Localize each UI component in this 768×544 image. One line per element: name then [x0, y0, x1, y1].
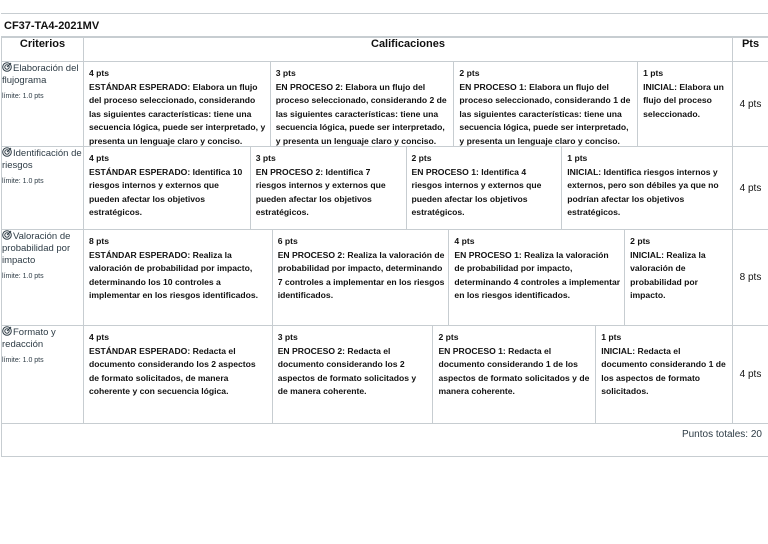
criterion-limit: límite: 1.0 pts — [2, 93, 44, 100]
rating-points: 3 pts — [277, 332, 298, 342]
rating-description: ESTÁNDAR ESPERADO: Identifica 10 riesgos internos y externos que pueden afectar los objetivos estratégicos. — [89, 166, 243, 218]
rating-description: EN PROCESO 2: Identifica 7 riesgos internos y externos que pueden afectar los objetivos estratégicos. — [255, 166, 386, 218]
rating-description: INICIAL: Identifica riesgos internos y externos, pero son débiles ya que no podrían afectar los objetivos estratégicos. — [567, 166, 719, 218]
criterion-points: 4 pts — [733, 62, 768, 147]
rubric-title: CF37-TA4-2021MV — [1, 13, 768, 37]
rating-description: INICIAL: Redacta el documento considerando 1 de los aspectos de formato solicitados. — [601, 345, 726, 397]
criterion-limit: límite: 1.0 pts — [2, 178, 44, 185]
rating-points: 4 pts — [89, 332, 110, 342]
rating-points: 4 pts — [89, 68, 110, 78]
rubric-target-icon — [2, 230, 12, 240]
rating-level[interactable] — [432, 326, 595, 423]
rating-points: 2 pts — [438, 332, 459, 342]
criterion-name: Valoración de probabilidad por impacto — [2, 231, 71, 266]
rating-points: 1 pts — [601, 332, 622, 342]
rating-description: EN PROCESO 1: Elabora un flujo del proceso seleccionado, considerando 1 de las siguientes características: tiene una secuencia lógica, puede ser interpretado, y presenta un lenguaje claro y conciso. — [459, 81, 631, 146]
rating-points: 3 pts — [275, 68, 296, 78]
ratings-row — [84, 326, 732, 423]
ratings-cell — [84, 147, 733, 230]
rating-level[interactable] — [595, 326, 732, 423]
criteria-header: Criterios — [2, 38, 84, 62]
rating-points: 3 pts — [255, 153, 276, 163]
criterion-row — [2, 230, 768, 326]
criterion-description — [2, 147, 84, 230]
rating-level[interactable] — [84, 230, 272, 325]
criterion-row — [2, 62, 768, 147]
criterion-row — [2, 147, 768, 230]
total-points: Puntos totales: 20 — [2, 424, 768, 457]
rating-points: 2 pts — [459, 68, 480, 78]
criterion-name: Formato y redacción — [2, 327, 56, 350]
rating-level[interactable] — [561, 147, 732, 229]
ratings-row — [84, 147, 732, 229]
rating-level[interactable] — [448, 230, 624, 325]
rubric-target-icon — [2, 326, 12, 336]
ratings-cell — [84, 230, 733, 326]
rating-level[interactable] — [84, 62, 270, 146]
rubric-container — [1, 13, 768, 457]
rating-level[interactable] — [406, 147, 562, 229]
rating-description: INICIAL: Elabora un flujo del proceso seleccionado. — [643, 81, 724, 119]
rating-description: INICIAL: Realiza la valoración de probabilidad por impacto. — [630, 249, 706, 301]
rubric-target-icon — [2, 147, 12, 157]
criterion-name: Elaboración del flujograma — [2, 63, 79, 86]
rating-description: EN PROCESO 2: Realiza la valoración de probabilidad por impacto, determinando 7 controles a implementar en los riesgos identificados. — [277, 249, 445, 301]
rating-level[interactable] — [624, 230, 732, 325]
points-header: Pts — [733, 38, 768, 62]
rating-points: 2 pts — [411, 153, 432, 163]
rating-description: ESTÁNDAR ESPERADO: Redacta el documento considerando los 2 aspectos de formato solicitados, de manera coherente y con secuencia lógica. — [89, 345, 256, 397]
rating-description: ESTÁNDAR ESPERADO: Elabora un flujo del proceso seleccionado, considerando las siguientes características: tiene una secuencia lógica, puede ser interpretado, y presenta un lenguaje claro y conciso. — [89, 81, 266, 146]
rating-description: EN PROCESO 2: Redacta el documento considerando los 2 aspectos de formato solicitados y de manera coherente. — [277, 345, 417, 397]
rating-description: EN PROCESO 1: Redacta el documento considerando 1 de los aspectos de formato solicitados y de manera coherente. — [438, 345, 590, 397]
criterion-limit: límite: 1.0 pts — [2, 273, 44, 280]
rating-points: 2 pts — [630, 236, 651, 246]
rating-description: EN PROCESO 1: Identifica 4 riesgos internos y externos que pueden afectar los objetivos estratégicos. — [411, 166, 542, 218]
criterion-description — [2, 62, 84, 147]
rubric-table — [1, 37, 768, 457]
rating-description: ESTÁNDAR ESPERADO: Realiza la valoración de probabilidad por impacto, determinando los 10 controles a implementar en los riesgos identificados. — [89, 249, 259, 301]
rating-level[interactable] — [272, 230, 449, 325]
ratings-cell — [84, 326, 733, 424]
rating-points: 1 pts — [567, 153, 588, 163]
ratings-cell — [84, 62, 733, 147]
rating-description: EN PROCESO 1: Realiza la valoración de probabilidad por impacto, determinando 4 controles a implementar en los riesgos identificados. — [454, 249, 621, 301]
rating-level[interactable] — [84, 326, 272, 423]
criterion-description — [2, 230, 84, 326]
rating-points: 6 pts — [277, 236, 298, 246]
ratings-row — [84, 62, 732, 146]
ratings-row — [84, 230, 732, 325]
criterion-description — [2, 326, 84, 424]
rating-points: 1 pts — [643, 68, 664, 78]
criterion-row — [2, 326, 768, 424]
header-row — [2, 38, 768, 62]
criterion-points: 4 pts — [733, 326, 768, 424]
rubric-target-icon — [2, 62, 12, 72]
ratings-header: Calificaciones — [84, 38, 733, 62]
total-row — [2, 424, 768, 457]
rating-level[interactable] — [272, 326, 433, 423]
rating-points: 4 pts — [454, 236, 475, 246]
rating-level[interactable] — [453, 62, 637, 146]
criterion-limit: límite: 1.0 pts — [2, 357, 44, 364]
criterion-name: Identificación de riesgos — [2, 148, 82, 171]
criterion-points: 4 pts — [733, 147, 768, 230]
criterion-points: 8 pts — [733, 230, 768, 326]
rating-level[interactable] — [637, 62, 732, 146]
rating-level[interactable] — [250, 147, 406, 229]
rating-level[interactable] — [270, 62, 454, 146]
rating-description: EN PROCESO 2: Elabora un flujo del proceso seleccionado, considerando 2 de las siguientes características: tiene una secuencia lógica, puede ser interpretado, y presenta un lenguaje claro y conciso. — [275, 81, 447, 146]
rating-points: 8 pts — [89, 236, 110, 246]
rating-points: 4 pts — [89, 153, 110, 163]
rating-level[interactable] — [84, 147, 250, 229]
